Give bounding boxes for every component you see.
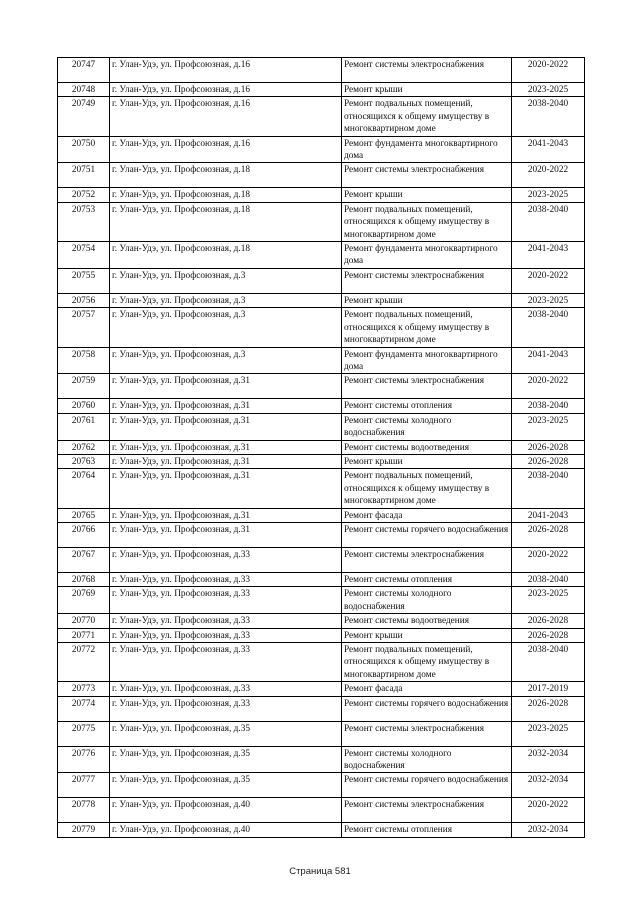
record-number: 20753	[58, 202, 110, 241]
period-cell: 2026-2028	[512, 614, 585, 628]
address-cell: г. Улан-Удэ, ул. Профсоюзная, д.35	[110, 746, 342, 773]
record-number: 20769	[58, 587, 110, 614]
address-cell: г. Улан-Удэ, ул. Профсоюзная, д.31	[110, 508, 342, 522]
table-row	[58, 547, 585, 572]
work-type-cell: Ремонт системы горячего водоснабжения	[342, 773, 512, 798]
table-row	[58, 374, 585, 399]
work-type-cell: Ремонт подвальных помещений, относящихся к общему имуществу в многоквартирном доме	[342, 643, 512, 682]
period-cell: 2023-2025	[512, 188, 585, 202]
record-number: 20765	[58, 508, 110, 522]
address-cell: г. Улан-Удэ, ул. Профсоюзная, д.33	[110, 547, 342, 572]
record-number: 20773	[58, 682, 110, 696]
table-row	[58, 399, 585, 413]
address-cell: г. Улан-Удэ, ул. Профсоюзная, д.18	[110, 242, 342, 269]
period-cell: 2020-2022	[512, 268, 585, 293]
address-cell: г. Улан-Удэ, ул. Профсоюзная, д.35	[110, 773, 342, 798]
table-row	[58, 773, 585, 798]
work-type-cell: Ремонт крыши	[342, 628, 512, 642]
address-cell: г. Улан-Удэ, ул. Профсоюзная, д.31	[110, 374, 342, 399]
address-cell: г. Улан-Удэ, ул. Профсоюзная, д.33	[110, 696, 342, 721]
table-row	[58, 628, 585, 642]
table-row	[58, 83, 585, 97]
work-type-cell: Ремонт системы холодного водоснабжения	[342, 587, 512, 614]
period-cell: 2026-2028	[512, 628, 585, 642]
period-cell: 2032-2034	[512, 823, 585, 838]
address-cell: г. Улан-Удэ, ул. Профсоюзная, д.16	[110, 83, 342, 97]
address-cell: г. Улан-Удэ, ул. Профсоюзная, д.18	[110, 188, 342, 202]
record-number: 20764	[58, 469, 110, 508]
work-type-cell: Ремонт фундамента многоквартирного дома	[342, 136, 512, 163]
address-cell: г. Улан-Удэ, ул. Профсоюзная, д.16	[110, 58, 342, 83]
record-number: 20748	[58, 83, 110, 97]
work-type-cell: Ремонт фасада	[342, 682, 512, 696]
record-number: 20752	[58, 188, 110, 202]
record-number: 20778	[58, 798, 110, 823]
table-row	[58, 469, 585, 508]
address-cell: г. Улан-Удэ, ул. Профсоюзная, д.33	[110, 682, 342, 696]
table-row	[58, 242, 585, 269]
address-cell: г. Улан-Удэ, ул. Профсоюзная, д.16	[110, 97, 342, 136]
repair-schedule-table	[57, 57, 585, 838]
record-number: 20776	[58, 746, 110, 773]
record-number: 20775	[58, 721, 110, 746]
work-type-cell: Ремонт крыши	[342, 293, 512, 307]
work-type-cell: Ремонт системы электроснабжения	[342, 547, 512, 572]
address-cell: г. Улан-Удэ, ул. Профсоюзная, д.40	[110, 798, 342, 823]
work-type-cell: Ремонт системы отопления	[342, 399, 512, 413]
address-cell: г. Улан-Удэ, ул. Профсоюзная, д.3	[110, 308, 342, 347]
table-row	[58, 721, 585, 746]
record-number: 20747	[58, 58, 110, 83]
address-cell: г. Улан-Удэ, ул. Профсоюзная, д.18	[110, 202, 342, 241]
address-cell: г. Улан-Удэ, ул. Профсоюзная, д.31	[110, 399, 342, 413]
address-cell: г. Улан-Удэ, ул. Профсоюзная, д.3	[110, 293, 342, 307]
work-type-cell: Ремонт системы горячего водоснабжения	[342, 696, 512, 721]
work-type-cell: Ремонт подвальных помещений, относящихся к общему имуществу в многоквартирном доме	[342, 469, 512, 508]
period-cell: 2038-2040	[512, 97, 585, 136]
period-cell: 2026-2028	[512, 696, 585, 721]
table-row	[58, 746, 585, 773]
table-row	[58, 643, 585, 682]
period-cell: 2041-2043	[512, 347, 585, 374]
work-type-cell: Ремонт системы холодного водоснабжения	[342, 746, 512, 773]
work-type-cell: Ремонт системы водоотведения	[342, 614, 512, 628]
table-row	[58, 202, 585, 241]
period-cell: 2032-2034	[512, 773, 585, 798]
record-number: 20767	[58, 547, 110, 572]
address-cell: г. Улан-Удэ, ул. Профсоюзная, д.3	[110, 268, 342, 293]
record-number: 20757	[58, 308, 110, 347]
period-cell: 2026-2028	[512, 522, 585, 547]
page-number: Страница 581	[289, 866, 351, 877]
record-number: 20772	[58, 643, 110, 682]
period-cell: 2023-2025	[512, 293, 585, 307]
table-row	[58, 522, 585, 547]
table-row	[58, 587, 585, 614]
address-cell: г. Улан-Удэ, ул. Профсоюзная, д.40	[110, 823, 342, 838]
period-cell: 2023-2025	[512, 83, 585, 97]
address-cell: г. Улан-Удэ, ул. Профсоюзная, д.31	[110, 469, 342, 508]
period-cell: 2032-2034	[512, 746, 585, 773]
table-row	[58, 696, 585, 721]
record-number: 20758	[58, 347, 110, 374]
record-number: 20763	[58, 454, 110, 468]
table-row	[58, 136, 585, 163]
work-type-cell: Ремонт системы электроснабжения	[342, 374, 512, 399]
work-type-cell: Ремонт системы отопления	[342, 823, 512, 838]
table-row	[58, 97, 585, 136]
work-type-cell: Ремонт системы электроснабжения	[342, 798, 512, 823]
period-cell: 2020-2022	[512, 547, 585, 572]
record-number: 20771	[58, 628, 110, 642]
table-row	[58, 188, 585, 202]
table-row	[58, 347, 585, 374]
record-number: 20770	[58, 614, 110, 628]
period-cell: 2020-2022	[512, 58, 585, 83]
table-row	[58, 163, 585, 188]
period-cell: 2017-2019	[512, 682, 585, 696]
period-cell: 2023-2025	[512, 413, 585, 440]
address-cell: г. Улан-Удэ, ул. Профсоюзная, д.35	[110, 721, 342, 746]
period-cell: 2020-2022	[512, 374, 585, 399]
period-cell: 2038-2040	[512, 572, 585, 586]
record-number: 20754	[58, 242, 110, 269]
work-type-cell: Ремонт подвальных помещений, относящихся к общему имуществу в многоквартирном доме	[342, 97, 512, 136]
work-type-cell: Ремонт крыши	[342, 454, 512, 468]
table-row	[58, 614, 585, 628]
work-type-cell: Ремонт системы горячего водоснабжения	[342, 522, 512, 547]
address-cell: г. Улан-Удэ, ул. Профсоюзная, д.33	[110, 643, 342, 682]
table-row	[58, 293, 585, 307]
work-type-cell: Ремонт фасада	[342, 508, 512, 522]
record-number: 20768	[58, 572, 110, 586]
period-cell: 2041-2043	[512, 136, 585, 163]
table-row	[58, 413, 585, 440]
period-cell: 2023-2025	[512, 721, 585, 746]
period-cell: 2038-2040	[512, 643, 585, 682]
work-type-cell: Ремонт системы электроснабжения	[342, 268, 512, 293]
record-number: 20774	[58, 696, 110, 721]
work-type-cell: Ремонт крыши	[342, 188, 512, 202]
table-row	[58, 798, 585, 823]
address-cell: г. Улан-Удэ, ул. Профсоюзная, д.33	[110, 614, 342, 628]
table-row	[58, 58, 585, 83]
period-cell: 2026-2028	[512, 440, 585, 454]
address-cell: г. Улан-Удэ, ул. Профсоюзная, д.31	[110, 440, 342, 454]
record-number: 20756	[58, 293, 110, 307]
period-cell: 2038-2040	[512, 202, 585, 241]
record-number: 20777	[58, 773, 110, 798]
period-cell: 2041-2043	[512, 242, 585, 269]
table-row	[58, 682, 585, 696]
address-cell: г. Улан-Удэ, ул. Профсоюзная, д.31	[110, 454, 342, 468]
work-type-cell: Ремонт системы электроснабжения	[342, 58, 512, 83]
address-cell: г. Улан-Удэ, ул. Профсоюзная, д.3	[110, 347, 342, 374]
address-cell: г. Улан-Удэ, ул. Профсоюзная, д.16	[110, 136, 342, 163]
record-number: 20755	[58, 268, 110, 293]
work-type-cell: Ремонт системы отопления	[342, 572, 512, 586]
record-number: 20751	[58, 163, 110, 188]
work-type-cell: Ремонт подвальных помещений, относящихся к общему имуществу в многоквартирном доме	[342, 202, 512, 241]
period-cell: 2038-2040	[512, 399, 585, 413]
record-number: 20749	[58, 97, 110, 136]
period-cell: 2026-2028	[512, 454, 585, 468]
table-row	[58, 268, 585, 293]
table-row	[58, 508, 585, 522]
address-cell: г. Улан-Удэ, ул. Профсоюзная, д.33	[110, 587, 342, 614]
table-row	[58, 823, 585, 838]
record-number: 20750	[58, 136, 110, 163]
table-row	[58, 440, 585, 454]
record-number: 20761	[58, 413, 110, 440]
address-cell: г. Улан-Удэ, ул. Профсоюзная, д.31	[110, 413, 342, 440]
record-number: 20766	[58, 522, 110, 547]
period-cell: 2020-2022	[512, 163, 585, 188]
address-cell: г. Улан-Удэ, ул. Профсоюзная, д.33	[110, 572, 342, 586]
work-type-cell: Ремонт системы водоотведения	[342, 440, 512, 454]
work-type-cell: Ремонт подвальных помещений, относящихся к общему имуществу в многоквартирном доме	[342, 308, 512, 347]
record-number: 20779	[58, 823, 110, 838]
table-row	[58, 454, 585, 468]
work-type-cell: Ремонт системы электроснабжения	[342, 721, 512, 746]
address-cell: г. Улан-Удэ, ул. Профсоюзная, д.33	[110, 628, 342, 642]
work-type-cell: Ремонт системы холодного водоснабжения	[342, 413, 512, 440]
table-row	[58, 308, 585, 347]
period-cell: 2041-2043	[512, 508, 585, 522]
address-cell: г. Улан-Удэ, ул. Профсоюзная, д.31	[110, 522, 342, 547]
address-cell: г. Улан-Удэ, ул. Профсоюзная, д.18	[110, 163, 342, 188]
work-type-cell: Ремонт фундамента многоквартирного дома	[342, 347, 512, 374]
record-number: 20762	[58, 440, 110, 454]
work-type-cell: Ремонт фундамента многоквартирного дома	[342, 242, 512, 269]
record-number: 20759	[58, 374, 110, 399]
work-type-cell: Ремонт системы электроснабжения	[342, 163, 512, 188]
period-cell: 2038-2040	[512, 308, 585, 347]
period-cell: 2020-2022	[512, 798, 585, 823]
work-type-cell: Ремонт крыши	[342, 83, 512, 97]
record-number: 20760	[58, 399, 110, 413]
table-row	[58, 572, 585, 586]
period-cell: 2023-2025	[512, 587, 585, 614]
period-cell: 2038-2040	[512, 469, 585, 508]
